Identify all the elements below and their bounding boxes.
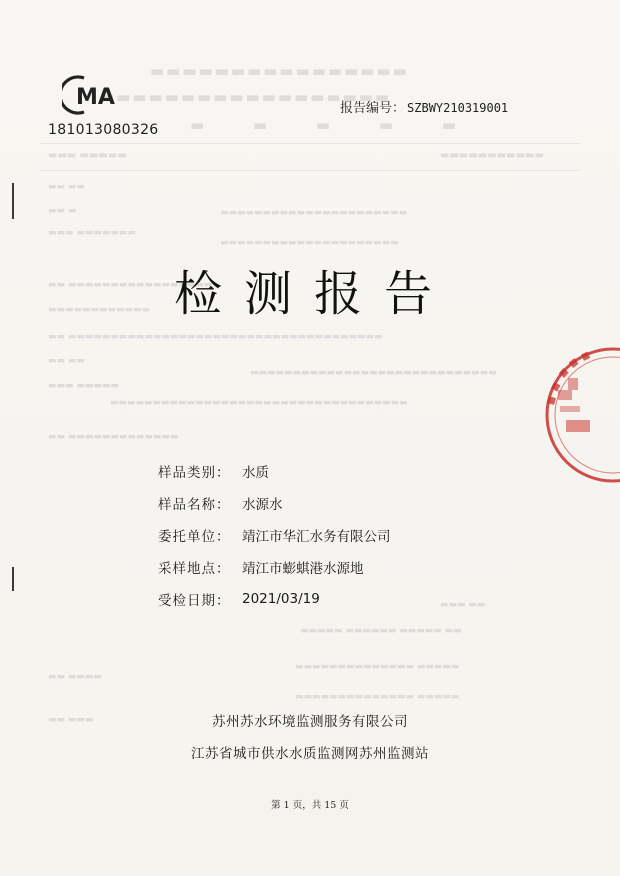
bleed-through-text: ▬▬▬▬▬▬▬▬▬▬▬▬▬▬▬▬▬▬▬▬▬ [220, 238, 399, 248]
bleed-through-text: ▬▬▬ ▬▬▬▬▬▬▬ [48, 228, 136, 238]
bleed-through-text: ▬▬ ▬▬▬▬▬▬▬▬▬▬▬▬▬ [48, 432, 179, 442]
info-label: 样品类别： [158, 465, 231, 481]
info-value: 靖江市蟛蜞港水源地 [242, 561, 364, 577]
report-number-value: SZBWY210319001 [407, 101, 509, 115]
organization-line-2: 江苏省城市供水水质监测网苏州监测站 [191, 746, 429, 762]
bleed-through-text: ▬▬▬▬▬▬▬▬▬▬▬▬▬▬▬▬ [150, 62, 409, 80]
bleed-through-text: ▬▬ ▬▬▬ [48, 715, 94, 725]
bleed-through-text: ▬▬ ▬▬▬▬ [48, 672, 102, 682]
page-title: 检测报告 [173, 266, 454, 322]
binding-mark [12, 183, 14, 219]
info-label: 委托单位： [158, 529, 231, 545]
info-label: 采样地点： [158, 561, 231, 577]
info-row-category [158, 455, 391, 487]
info-value: 水源水 [242, 497, 283, 513]
red-seal-icon [538, 340, 620, 490]
bleed-through-text: ▬▬▬▬▬▬▬▬▬▬▬▬▬▬▬▬▬▬▬▬▬▬▬▬▬▬▬▬▬ [250, 368, 497, 378]
bleed-through-rule [40, 170, 580, 171]
info-value: 2021/03/19 [242, 591, 320, 607]
bleed-through-text: ▬▬▬▬▬▬▬▬▬▬▬ [440, 150, 544, 161]
bleed-through-text: ▬▬▬ ▬▬▬▬▬ [48, 381, 119, 391]
bleed-through-text: ▬▬ ▬▬▬▬▬▬▬▬▬▬▬▬▬▬▬▬▬ [48, 280, 213, 290]
bleed-through-text: ▬▬▬▬▬ ▬▬▬▬▬▬ ▬▬▬▬▬ ▬▬ [300, 626, 462, 636]
info-label: 受检日期： [158, 593, 231, 609]
report-number-label: 报告编号： [340, 101, 406, 116]
bleed-through-text: ▬▬ ▬▬ [48, 356, 85, 366]
info-row-client [158, 519, 391, 551]
bleed-through-text: ▬▬ ▬▬▬▬▬▬▬▬▬▬▬▬▬▬▬▬▬▬▬▬▬▬▬▬▬▬▬▬▬▬▬▬▬▬▬▬▬ [48, 332, 383, 342]
bleed-through-text: ▬▬▬ ▬▬ [440, 600, 486, 610]
bleed-through-text: ▬▬▬▬▬▬▬▬▬▬▬▬▬▬ ▬▬▬▬▬ [295, 662, 460, 672]
bleed-through-text: ▬▬▬▬▬▬▬▬▬▬▬▬ [48, 305, 151, 315]
svg-text:MA: MA [76, 85, 115, 110]
bleed-through-text: ▬▬ ▬ [48, 206, 77, 216]
report-number [340, 97, 508, 116]
sample-info [158, 455, 391, 615]
bleed-through-rule [40, 143, 580, 144]
bleed-through-text: ▬▬▬ ▬▬▬▬▬ [48, 150, 127, 161]
bleed-through-text: ▬▬ ▬▬ [48, 182, 85, 192]
info-row-date [158, 583, 391, 615]
info-row-name [158, 487, 391, 519]
binding-mark [12, 567, 14, 591]
organization-line-1: 苏州苏水环境监测服务有限公司 [212, 714, 408, 730]
info-label: 样品名称： [158, 497, 231, 513]
bleed-through-text: ▬▬▬▬▬▬▬▬▬▬▬▬▬▬▬▬▬▬▬▬▬▬▬▬▬▬▬▬▬▬▬▬▬▬▬ [110, 398, 408, 408]
info-value: 靖江市华汇水务有限公司 [242, 529, 391, 545]
bleed-through-text: ▬ ▬ ▬ ▬ ▬ [190, 116, 478, 134]
bleed-through-text: ▬▬▬▬▬▬▬▬▬▬▬▬▬▬ ▬▬▬▬▬ [295, 692, 460, 702]
cert-number: 181013080326 [48, 122, 159, 138]
info-row-location [158, 551, 391, 583]
cma-icon [62, 73, 120, 117]
bleed-through-text: ▬▬▬▬▬▬▬▬▬▬▬▬▬▬▬▬▬▬ [100, 88, 392, 106]
info-value: 水质 [242, 465, 269, 481]
page-number: 第 1 页，共 15 页 [271, 800, 349, 811]
bleed-through-text: ▬▬▬▬▬▬▬▬▬▬▬▬▬▬▬▬▬▬▬▬▬▬ [220, 208, 408, 218]
